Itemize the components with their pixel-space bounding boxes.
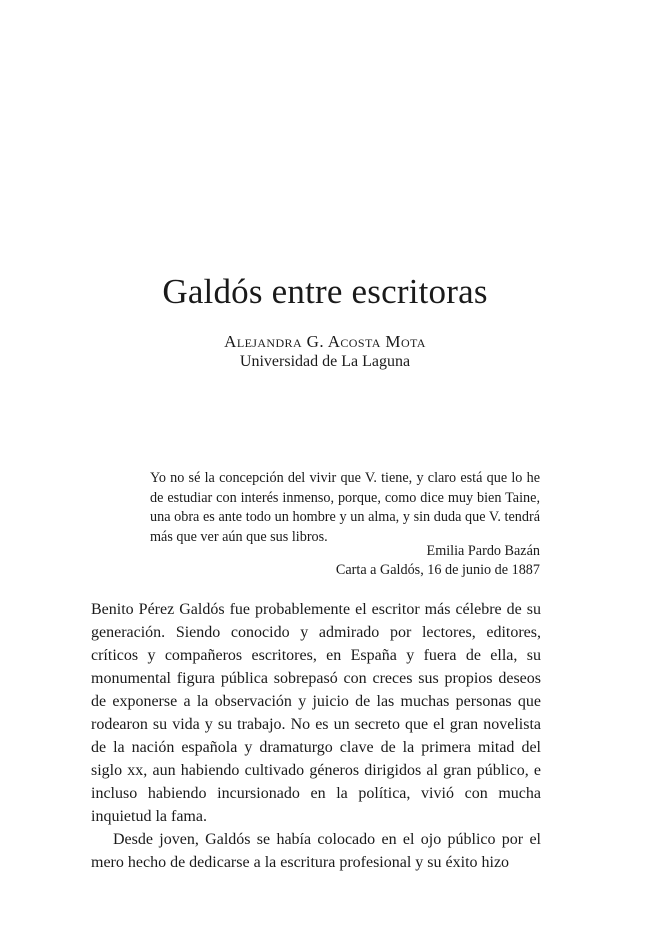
- epigraph-attribution-name: Emilia Pardo Bazán: [426, 543, 540, 559]
- body-paragraph-2: Desde joven, Galdós se había colocado en el ojo público por el mero hecho de dedicarse a la escritura profesional y su éxito hizo: [91, 831, 541, 871]
- article-title: Galdós entre escritoras: [162, 272, 488, 311]
- epigraph: [150, 469, 540, 547]
- epigraph-attribution-source: Carta a Galdós, 16 de junio de 1887: [335, 562, 540, 578]
- body-paragraph-1: Benito Pérez Galdós fue probablemente el escritor más célebre de su generación. Siendo conocido y admirado por lectores, editores, críticos y compañeros escritores, en España y fuera de ella, su monumental figura pública sobrepasó con creces sus propios deseos de exponerse a la observación y juicio de las muchas personas que rodearon su vida y su trabajo. No es un secreto que el gran novelista de la nación española y dramaturgo clave de la primera mitad del siglo xx, aun habiendo cultivado géneros dirigidos al gran público, e incluso habiendo incursionado en la política, vivió con mucha inquietud la fama.: [91, 601, 541, 825]
- author-affiliation: Universidad de La Laguna: [239, 353, 411, 370]
- epigraph-quote: Yo no sé la concepción del vivir que V. tiene, y claro está que lo he de estudiar con interés inmenso, porque, como dice muy bien Taine, una obra es ante todo un hombre y un alma, y sin duda que V. tendrá más que ver aún que sus libros.: [150, 470, 540, 545]
- author-name: Alejandra G. Acosta Mota: [224, 332, 426, 351]
- body-text: [91, 598, 541, 874]
